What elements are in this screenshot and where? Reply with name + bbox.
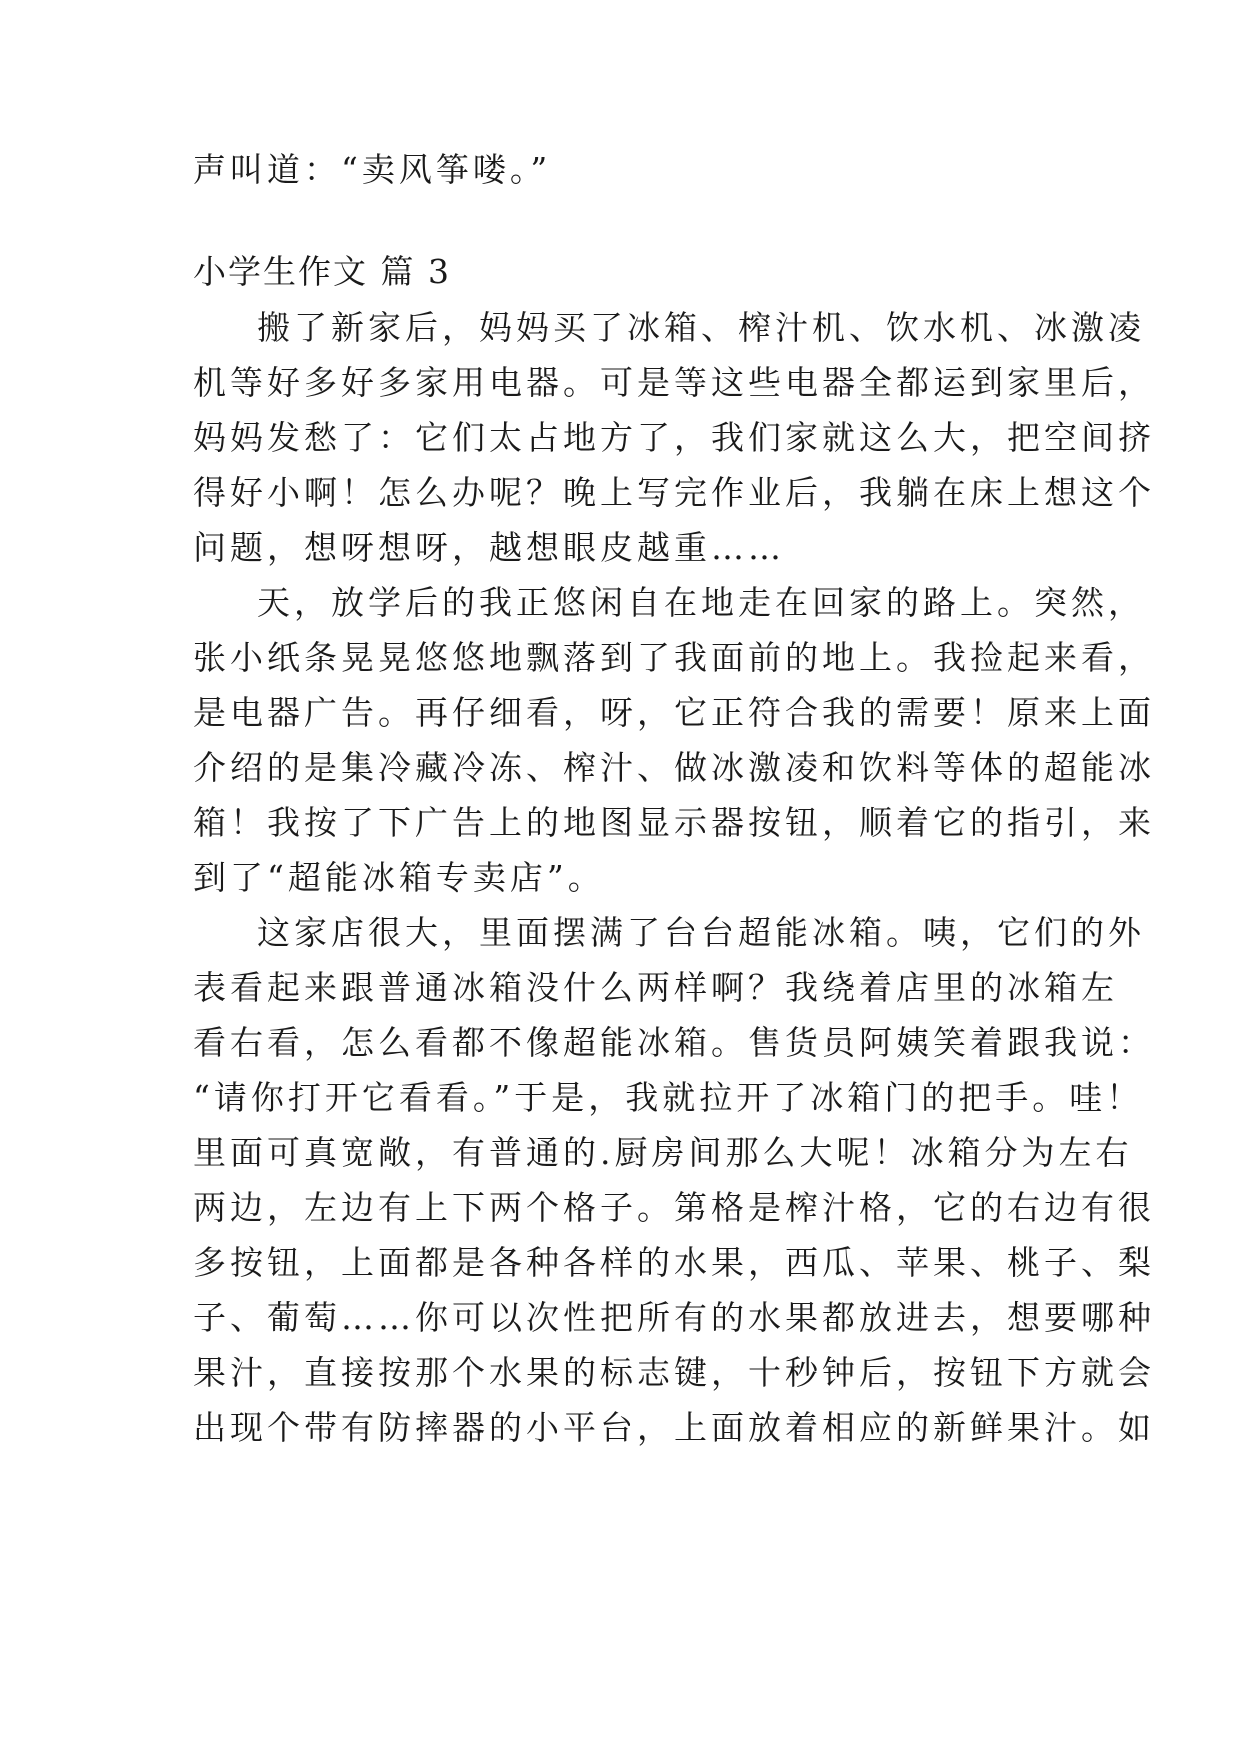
text-line: 这家店很大，里面摆满了台台超能冰箱。咦，它们的外 bbox=[257, 913, 1145, 952]
text-line: 表看起来跟普通冰箱没什么两样啊？我绕着店里的冰箱左 bbox=[193, 968, 1118, 1007]
text-line: 问题，想呀想呀，越想眼皮越重…… bbox=[193, 528, 785, 567]
text-line: 搬了新家后，妈妈买了冰箱、榨汁机、饮水机、冰激凌 bbox=[257, 308, 1145, 347]
text-line: “请你打开它看看。”于是，我就拉开了冰箱门的把手。哇！ bbox=[193, 1078, 1144, 1117]
carryover-line: 声叫道：“卖风筝喽。” bbox=[193, 150, 552, 189]
text-line: 妈妈发愁了：它们太占地方了，我们家就这么大，把空间挤 bbox=[193, 418, 1155, 457]
text-line: 箱！我按了下广告上的地图显示器按钮，顺着它的指引，来 bbox=[193, 803, 1155, 842]
text-line: 果汁，直接按那个水果的标志键，十秒钟后，按钮下方就会 bbox=[193, 1353, 1155, 1392]
text-line: 介绍的是集冷藏冷冻、榨汁、做冰激凌和饮料等体的超能冰 bbox=[193, 748, 1155, 787]
text-line: 得好小啊！怎么办呢？晚上写完作业后，我躺在床上想这个 bbox=[193, 473, 1155, 512]
text-line: 子、葡萄……你可以次性把所有的水果都放进去，想要哪种 bbox=[193, 1298, 1155, 1337]
text-line: 看右看，怎么看都不像超能冰箱。售货员阿姨笑着跟我说： bbox=[193, 1023, 1155, 1062]
document-page bbox=[193, 0, 1155, 1754]
text-line: 多按钮，上面都是各种各样的水果，西瓜、苹果、桃子、梨 bbox=[193, 1243, 1155, 1282]
text-line: 里面可真宽敞，有普通的.厨房间那么大呢！冰箱分为左右 bbox=[193, 1133, 1133, 1172]
text-line: 出现个带有防摔器的小平台，上面放着相应的新鲜果汁。如 bbox=[193, 1408, 1155, 1447]
text-line: 天，放学后的我正悠闲自在地走在回家的路上。突然， bbox=[257, 583, 1145, 622]
text-line: 两边，左边有上下两个格子。第格是榨汁格，它的右边有很 bbox=[193, 1188, 1155, 1227]
section-heading: 小学生作文 篇 3 bbox=[193, 252, 451, 291]
text-line: 是电器广告。再仔细看，呀，它正符合我的需要！原来上面 bbox=[193, 693, 1155, 732]
text-line: 张小纸条晃晃悠悠地飘落到了我面前的地上。我捡起来看， bbox=[193, 638, 1155, 677]
text-line: 机等好多好多家用电器。可是等这些电器全都运到家里后， bbox=[193, 363, 1155, 402]
text-line: 到了“超能冰箱专卖店”。 bbox=[193, 858, 605, 897]
